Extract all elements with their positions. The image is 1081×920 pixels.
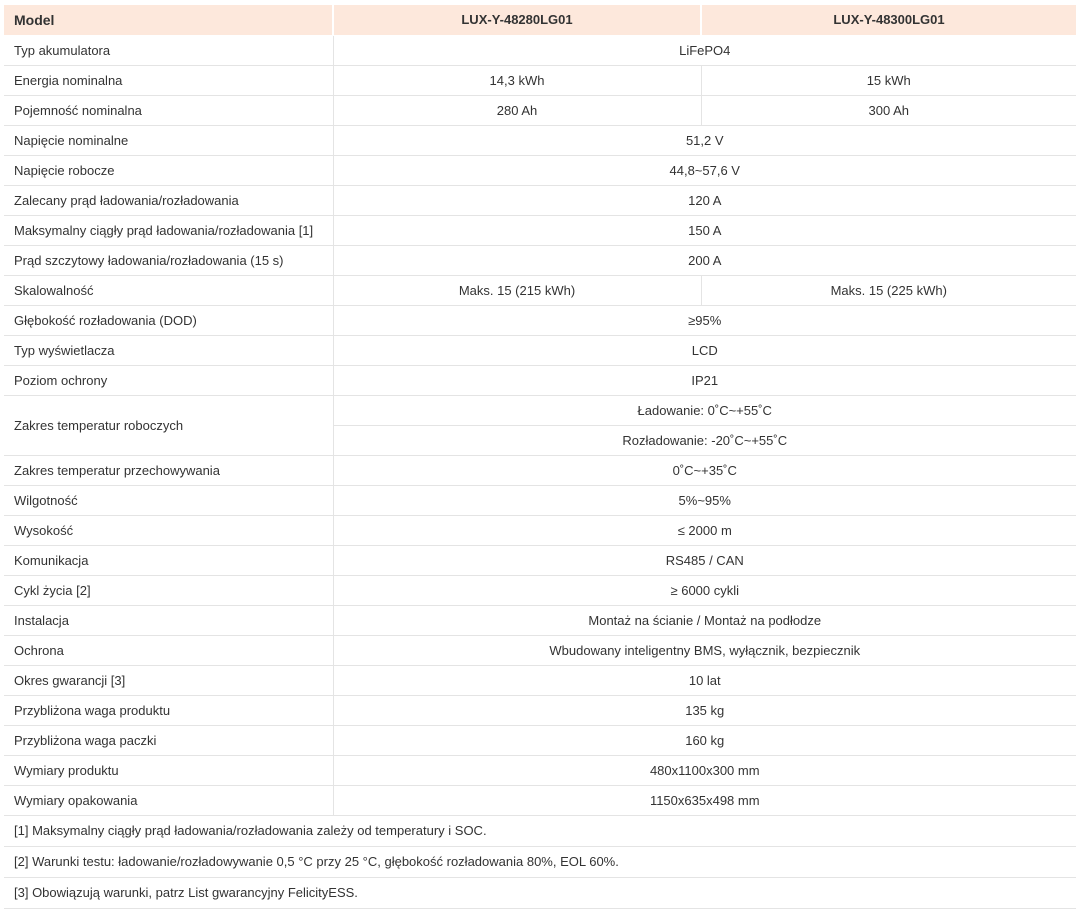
- row-value-recommended-current: 120 A: [333, 186, 1076, 216]
- row-label-humidity: Wilgotność: [4, 486, 333, 516]
- footnote-3: [3] Obowiązują warunki, patrz List gwarancyjny FelicityESS.: [4, 878, 1076, 909]
- row-label-dod: Głębokość rozładowania (DOD): [4, 306, 333, 336]
- row-value-nominal-energy-b: 15 kWh: [701, 66, 1076, 96]
- header-model-b: LUX-Y-48300LG01: [701, 5, 1076, 36]
- row-value-operating-temp-charge: Ładowanie: 0˚C~+55˚C: [333, 396, 1076, 426]
- footnote-row: [4, 847, 1076, 878]
- table-row: [4, 156, 1076, 186]
- row-label-max-continuous-current: Maksymalny ciągły prąd ładowania/rozładowania [1]: [4, 216, 333, 246]
- table-row: [4, 396, 1076, 426]
- table-row: [4, 456, 1076, 486]
- row-value-product-dimensions: 480x1100x300 mm: [333, 756, 1076, 786]
- table-row: [4, 546, 1076, 576]
- row-value-protection-level: IP21: [333, 366, 1076, 396]
- row-value-max-continuous-current: 150 A: [333, 216, 1076, 246]
- table-row: [4, 786, 1076, 816]
- row-label-nominal-voltage: Napięcie nominalne: [4, 126, 333, 156]
- footnote-1: [1] Maksymalny ciągły prąd ładowania/rozładowania zależy od temperatury i SOC.: [4, 816, 1076, 847]
- table-row: [4, 486, 1076, 516]
- row-label-scalability: Skalowalność: [4, 276, 333, 306]
- footnote-row: [4, 816, 1076, 847]
- footnote-2: [2] Warunki testu: ładowanie/rozładowywanie 0,5 °C przy 25 °C, głębokość rozładowania 80%, EOL 60%.: [4, 847, 1076, 878]
- row-value-scalability-b: Maks. 15 (225 kWh): [701, 276, 1076, 306]
- row-value-cycle-life: ≥ 6000 cykli: [333, 576, 1076, 606]
- row-label-installation: Instalacja: [4, 606, 333, 636]
- row-label-product-dimensions: Wymiary produktu: [4, 756, 333, 786]
- row-label-peak-current: Prąd szczytowy ładowania/rozładowania (15 s): [4, 246, 333, 276]
- row-label-cycle-life: Cykl życia [2]: [4, 576, 333, 606]
- row-value-nominal-energy-a: 14,3 kWh: [333, 66, 701, 96]
- row-value-peak-current: 200 A: [333, 246, 1076, 276]
- table-row: [4, 96, 1076, 126]
- table-row: [4, 696, 1076, 726]
- footnote-row: [4, 878, 1076, 909]
- row-label-altitude: Wysokość: [4, 516, 333, 546]
- row-label-operating-temp: Zakres temperatur roboczych: [4, 396, 333, 456]
- row-value-package-dimensions: 1150x635x498 mm: [333, 786, 1076, 816]
- row-label-battery-type: Typ akumulatora: [4, 36, 333, 66]
- row-label-package-weight: Przybliżona waga paczki: [4, 726, 333, 756]
- row-label-display-type: Typ wyświetlacza: [4, 336, 333, 366]
- row-value-display-type: LCD: [333, 336, 1076, 366]
- table-row: [4, 36, 1076, 66]
- table-row: [4, 216, 1076, 246]
- row-label-operating-voltage: Napięcie robocze: [4, 156, 333, 186]
- row-label-communication: Komunikacja: [4, 546, 333, 576]
- row-label-protection: Ochrona: [4, 636, 333, 666]
- row-value-warranty: 10 lat: [333, 666, 1076, 696]
- table-row: [4, 336, 1076, 366]
- row-value-altitude: ≤ 2000 m: [333, 516, 1076, 546]
- row-value-operating-voltage: 44,8~57,6 V: [333, 156, 1076, 186]
- table-row: [4, 756, 1076, 786]
- row-value-product-weight: 135 kg: [333, 696, 1076, 726]
- row-value-installation: Montaż na ścianie / Montaż na podłodze: [333, 606, 1076, 636]
- table-row: [4, 126, 1076, 156]
- table-row: [4, 576, 1076, 606]
- table-row: [4, 726, 1076, 756]
- row-label-protection-level: Poziom ochrony: [4, 366, 333, 396]
- row-value-package-weight: 160 kg: [333, 726, 1076, 756]
- table-row: [4, 66, 1076, 96]
- table-row: [4, 636, 1076, 666]
- row-value-nominal-voltage: 51,2 V: [333, 126, 1076, 156]
- row-value-communication: RS485 / CAN: [333, 546, 1076, 576]
- row-label-nominal-capacity: Pojemność nominalna: [4, 96, 333, 126]
- row-value-operating-temp-discharge: Rozładowanie: -20˚C~+55˚C: [333, 426, 1076, 456]
- row-label-warranty: Okres gwarancji [3]: [4, 666, 333, 696]
- row-label-nominal-energy: Energia nominalna: [4, 66, 333, 96]
- table-row: [4, 606, 1076, 636]
- row-value-protection: Wbudowany inteligentny BMS, wyłącznik, bezpiecznik: [333, 636, 1076, 666]
- table-row: [4, 186, 1076, 216]
- row-label-recommended-current: Zalecany prąd ładowania/rozładowania: [4, 186, 333, 216]
- header-model-a: LUX-Y-48280LG01: [333, 5, 701, 36]
- row-value-dod: ≥95%: [333, 306, 1076, 336]
- table-row: [4, 276, 1076, 306]
- table-row: [4, 366, 1076, 396]
- row-label-product-weight: Przybliżona waga produktu: [4, 696, 333, 726]
- table-header: [4, 5, 1076, 36]
- header-model-label: Model: [4, 5, 333, 36]
- table-row: [4, 666, 1076, 696]
- row-value-battery-type: LiFePO4: [333, 36, 1076, 66]
- row-value-nominal-capacity-a: 280 Ah: [333, 96, 701, 126]
- header-row: [4, 5, 1076, 36]
- row-value-nominal-capacity-b: 300 Ah: [701, 96, 1076, 126]
- table-body: [4, 36, 1076, 909]
- row-value-humidity: 5%~95%: [333, 486, 1076, 516]
- spec-table: [4, 5, 1076, 909]
- row-label-package-dimensions: Wymiary opakowania: [4, 786, 333, 816]
- row-label-storage-temp: Zakres temperatur przechowywania: [4, 456, 333, 486]
- table-row: [4, 516, 1076, 546]
- row-value-storage-temp: 0˚C~+35˚C: [333, 456, 1076, 486]
- row-value-scalability-a: Maks. 15 (215 kWh): [333, 276, 701, 306]
- table-row: [4, 246, 1076, 276]
- table-row: [4, 306, 1076, 336]
